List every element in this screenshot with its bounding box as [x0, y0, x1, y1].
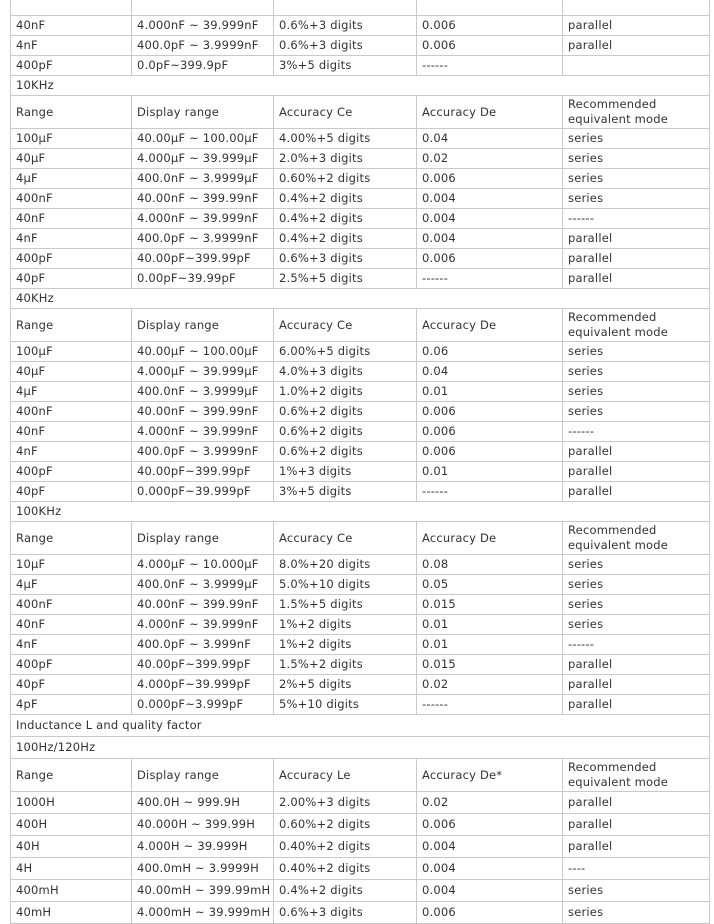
- table-cell: 0.006: [417, 249, 563, 269]
- table-cell: 0.04: [417, 129, 563, 149]
- table-cell: parallel: [563, 792, 710, 814]
- header-cell: Accuracy De*: [417, 759, 563, 792]
- table-cell: ------: [417, 269, 563, 289]
- table-cell: 0.000pF~39.999pF: [132, 482, 274, 502]
- table-cell: 4μF: [11, 382, 132, 402]
- table-cell: 0.6%+3 digits: [274, 36, 417, 56]
- table-cell: series: [563, 129, 710, 149]
- table-cell: series: [563, 880, 710, 902]
- table-row: [11, 482, 710, 502]
- table-cell: 400.0mH ~ 3.9999H: [132, 858, 274, 880]
- table-cell: 5%+10 digits: [274, 695, 417, 715]
- table-cell: parallel: [563, 655, 710, 675]
- table-cell: 400pF: [11, 462, 132, 482]
- table-cell: parallel: [563, 695, 710, 715]
- table-cell: 4pF: [11, 695, 132, 715]
- table-cell: series: [563, 555, 710, 575]
- table-cell: 2.0%+3 digits: [274, 149, 417, 169]
- section-title: Inductance L and quality factor: [11, 715, 710, 737]
- table-cell: 400nF: [11, 595, 132, 615]
- header-cell: Recommended equivalent mode: [563, 522, 710, 555]
- table-cell: 1%+3 digits: [274, 462, 417, 482]
- table-cell: 0.006: [417, 16, 563, 36]
- table-cell: 0.004: [417, 858, 563, 880]
- table-cell: 4.000μF ~ 39.999μF: [132, 149, 274, 169]
- table-cell: 0.004: [417, 229, 563, 249]
- table-row: [11, 462, 710, 482]
- table-cell: 0.6%+2 digits: [274, 422, 417, 442]
- table-row: [11, 575, 710, 595]
- table-cell: 40mH: [11, 902, 132, 924]
- table-cell: 4μF: [11, 169, 132, 189]
- table-cell: 40.00nF ~ 399.99nF: [132, 189, 274, 209]
- table-cell: 4nF: [11, 442, 132, 462]
- table-cell: 40μF: [11, 362, 132, 382]
- table-cell: 0.4%+2 digits: [274, 229, 417, 249]
- header-cell: Range: [11, 96, 132, 129]
- table-cell: 0.6%+3 digits: [274, 902, 417, 924]
- table-cell: 40μF: [11, 149, 132, 169]
- table-cell: 40pF: [11, 269, 132, 289]
- table-cell: 0.004: [417, 189, 563, 209]
- table-cell: 1%+2 digits: [274, 635, 417, 655]
- table-cell: 0.02: [417, 675, 563, 695]
- table-cell: 0.004: [417, 209, 563, 229]
- table-cell: 0.006: [417, 902, 563, 924]
- table-cell: series: [563, 402, 710, 422]
- table-cell: 400pF: [11, 56, 132, 76]
- table-cell: 40nF: [11, 615, 132, 635]
- table-cell: parallel: [563, 229, 710, 249]
- table-cell: 40nF: [11, 422, 132, 442]
- table-cell: 40pF: [11, 675, 132, 695]
- header-cell: Accuracy Le: [274, 759, 417, 792]
- table-cell: 0.6%+2 digits: [274, 402, 417, 422]
- table-cell: 400H: [11, 814, 132, 836]
- table-cell: 0.006: [417, 169, 563, 189]
- table-row: [11, 880, 710, 902]
- spec-table-body: [11, 0, 710, 924]
- table-cell: [132, 0, 274, 16]
- table-cell: 1.5%+5 digits: [274, 595, 417, 615]
- table-cell: 0.006: [417, 402, 563, 422]
- table-cell: 400.0nF ~ 3.9999μF: [132, 169, 274, 189]
- table-cell: [563, 0, 710, 16]
- table-cell: 1.5%+2 digits: [274, 655, 417, 675]
- table-cell: 400mH: [11, 880, 132, 902]
- table-cell: 0.000pF~3.999pF: [132, 695, 274, 715]
- header-cell: Display range: [132, 96, 274, 129]
- table-cell: 4.000nF ~ 39.999nF: [132, 16, 274, 36]
- header-row: [11, 522, 710, 555]
- header-cell: Display range: [132, 522, 274, 555]
- table-cell: parallel: [563, 814, 710, 836]
- table-row: [11, 442, 710, 462]
- table-cell: 40H: [11, 836, 132, 858]
- table-row: [11, 555, 710, 575]
- table-cell: 40.00pF~399.99pF: [132, 249, 274, 269]
- table-cell: 0.01: [417, 615, 563, 635]
- table-row: [11, 129, 710, 149]
- table-cell: 400.0pF ~ 3.9999nF: [132, 229, 274, 249]
- table-cell: 100μF: [11, 342, 132, 362]
- table-cell: [563, 56, 710, 76]
- table-cell: ------: [417, 482, 563, 502]
- table-row: [11, 695, 710, 715]
- header-cell: Accuracy Ce: [274, 522, 417, 555]
- table-row: [11, 16, 710, 36]
- table-cell: parallel: [563, 482, 710, 502]
- table-cell: 0.08: [417, 555, 563, 575]
- frequency-title-row: [11, 289, 710, 309]
- table-cell: parallel: [563, 836, 710, 858]
- table-cell: [274, 0, 417, 16]
- table-cell: parallel: [563, 269, 710, 289]
- table-cell: series: [563, 595, 710, 615]
- table-cell: 0.004: [417, 880, 563, 902]
- table-cell: 400nF: [11, 189, 132, 209]
- frequency-title-row: [11, 502, 710, 522]
- table-cell: 0.06: [417, 342, 563, 362]
- header-cell: Accuracy Ce: [274, 96, 417, 129]
- table-cell: 2%+5 digits: [274, 675, 417, 695]
- header-cell: Recommended equivalent mode: [563, 759, 710, 792]
- frequency-title-row: [11, 737, 710, 759]
- table-cell: 400.0nF ~ 3.9999μF: [132, 575, 274, 595]
- table-cell: 40.00pF~399.99pF: [132, 462, 274, 482]
- header-cell: Accuracy De: [417, 522, 563, 555]
- header-cell: Accuracy De: [417, 309, 563, 342]
- table-row: [11, 249, 710, 269]
- header-row: [11, 759, 710, 792]
- table-cell: 3%+5 digits: [274, 482, 417, 502]
- table-cell: 1%+2 digits: [274, 615, 417, 635]
- table-cell: 0.006: [417, 442, 563, 462]
- table-cell: 0.4%+2 digits: [274, 209, 417, 229]
- table-cell: 0.01: [417, 635, 563, 655]
- header-cell: Recommended equivalent mode: [563, 96, 710, 129]
- table-row: [11, 149, 710, 169]
- table-row: [11, 814, 710, 836]
- table-row: [11, 635, 710, 655]
- table-cell: 0.006: [417, 814, 563, 836]
- table-cell: ------: [563, 209, 710, 229]
- table-cell: 0.6%+3 digits: [274, 16, 417, 36]
- table-cell: parallel: [563, 675, 710, 695]
- table-cell: 0.6%+3 digits: [274, 249, 417, 269]
- table-row: [11, 858, 710, 880]
- table-cell: 4.000nF ~ 39.999nF: [132, 422, 274, 442]
- table-cell: 5.0%+10 digits: [274, 575, 417, 595]
- table-row: [11, 382, 710, 402]
- table-cell: 2.5%+5 digits: [274, 269, 417, 289]
- table-cell: 400.0pF ~ 3.9999nF: [132, 36, 274, 56]
- table-row: [11, 342, 710, 362]
- table-cell: 8.0%+20 digits: [274, 555, 417, 575]
- table-cell: 40nF: [11, 16, 132, 36]
- table-cell: series: [563, 342, 710, 362]
- table-cell: 0.01: [417, 462, 563, 482]
- table-cell: ----: [563, 858, 710, 880]
- table-row: [11, 595, 710, 615]
- table-cell: 4nF: [11, 36, 132, 56]
- frequency-title: 100KHz: [11, 502, 710, 522]
- table-row: [11, 209, 710, 229]
- table-cell: ------: [417, 695, 563, 715]
- table-cell: 2.00%+3 digits: [274, 792, 417, 814]
- table-cell: 0.04: [417, 362, 563, 382]
- table-cell: 4μF: [11, 575, 132, 595]
- table-cell: 0.02: [417, 792, 563, 814]
- table-cell: 4.000nF ~ 39.999nF: [132, 209, 274, 229]
- table-cell: series: [563, 382, 710, 402]
- table-cell: 4.000H ~ 39.999H: [132, 836, 274, 858]
- table-cell: 0.01: [417, 382, 563, 402]
- table-cell: 40.00nF ~ 399.99nF: [132, 402, 274, 422]
- table-row: [11, 836, 710, 858]
- table-cell: 400nF: [11, 402, 132, 422]
- section-row: [11, 715, 710, 737]
- table-row: [11, 655, 710, 675]
- table-cell: 400.0H ~ 999.9H: [132, 792, 274, 814]
- table-cell: 0.00pF~39.99pF: [132, 269, 274, 289]
- table-row: [11, 422, 710, 442]
- table-cell: 4H: [11, 858, 132, 880]
- table-cell: ------: [417, 56, 563, 76]
- table-cell: series: [563, 902, 710, 924]
- header-cell: Accuracy Ce: [274, 309, 417, 342]
- table-cell: 4nF: [11, 229, 132, 249]
- table-cell: series: [563, 149, 710, 169]
- table-cell: 40pF: [11, 482, 132, 502]
- table-cell: 40.00mH ~ 399.99mH: [132, 880, 274, 902]
- table-cell: 400pF: [11, 249, 132, 269]
- table-row: [11, 189, 710, 209]
- table-cell: 100μF: [11, 129, 132, 149]
- table-cell: 40nF: [11, 209, 132, 229]
- header-cell: Display range: [132, 309, 274, 342]
- table-cell: 0.40%+2 digits: [274, 836, 417, 858]
- table-cell: 0.02: [417, 149, 563, 169]
- table-cell: 0.004: [417, 836, 563, 858]
- table-cell: parallel: [563, 16, 710, 36]
- table-cell: 400pF: [11, 655, 132, 675]
- table-cell: 400.0nF ~ 3.9999μF: [132, 382, 274, 402]
- table-row: [11, 169, 710, 189]
- header-row: [11, 309, 710, 342]
- header-cell: Range: [11, 522, 132, 555]
- table-cell: parallel: [563, 462, 710, 482]
- table-cell: 1.0%+2 digits: [274, 382, 417, 402]
- table-cell: 400.0pF ~ 3.9999nF: [132, 442, 274, 462]
- table-row: [11, 615, 710, 635]
- table-cell: parallel: [563, 442, 710, 462]
- table-cell: 4nF: [11, 635, 132, 655]
- table-cell: 4.000μF ~ 10.000μF: [132, 555, 274, 575]
- header-cell: Range: [11, 759, 132, 792]
- table-cell: 6.00%+5 digits: [274, 342, 417, 362]
- table-cell: 0.4%+2 digits: [274, 880, 417, 902]
- table-cell: 40.000H ~ 399.99H: [132, 814, 274, 836]
- table-cell: 0.60%+2 digits: [274, 169, 417, 189]
- table-cell: ------: [563, 635, 710, 655]
- table-row: [11, 269, 710, 289]
- header-cell: Range: [11, 309, 132, 342]
- table-cell: 4.000pF~39.999pF: [132, 675, 274, 695]
- table-cell: 40.00μF ~ 100.00μF: [132, 129, 274, 149]
- table-cell: series: [563, 189, 710, 209]
- table-cell: 0.60%+2 digits: [274, 814, 417, 836]
- table-cell: 0.015: [417, 655, 563, 675]
- frequency-title-row: [11, 76, 710, 96]
- header-row: [11, 96, 710, 129]
- table-cell: parallel: [563, 249, 710, 269]
- table-cell: 0.015: [417, 595, 563, 615]
- frequency-title: 100Hz/120Hz: [11, 737, 710, 759]
- table-cell: 40.00μF ~ 100.00μF: [132, 342, 274, 362]
- spec-table: [10, 0, 710, 924]
- table-cell: series: [563, 575, 710, 595]
- table-row: [11, 229, 710, 249]
- frequency-title: 40KHz: [11, 289, 710, 309]
- table-row: [11, 0, 710, 16]
- table-cell: 0.006: [417, 422, 563, 442]
- table-cell: ------: [563, 422, 710, 442]
- table-row: [11, 402, 710, 422]
- table-cell: 0.40%+2 digits: [274, 858, 417, 880]
- table-cell: 10μF: [11, 555, 132, 575]
- table-row: [11, 675, 710, 695]
- table-cell: series: [563, 362, 710, 382]
- table-cell: 4.00%+5 digits: [274, 129, 417, 149]
- table-cell: 40.00nF ~ 399.99nF: [132, 595, 274, 615]
- table-row: [11, 56, 710, 76]
- table-cell: 0.0pF~399.9pF: [132, 56, 274, 76]
- table-cell: 4.000mH ~ 39.999mH: [132, 902, 274, 924]
- table-cell: 40.00pF~399.99pF: [132, 655, 274, 675]
- table-row: [11, 362, 710, 382]
- table-cell: parallel: [563, 36, 710, 56]
- table-cell: 3%+5 digits: [274, 56, 417, 76]
- table-cell: [11, 0, 132, 16]
- table-cell: 4.000μF ~ 39.999μF: [132, 362, 274, 382]
- table-cell: 4.0%+3 digits: [274, 362, 417, 382]
- header-cell: Accuracy De: [417, 96, 563, 129]
- table-cell: [417, 0, 563, 16]
- table-row: [11, 36, 710, 56]
- table-cell: 4.000nF ~ 39.999nF: [132, 615, 274, 635]
- table-cell: 1000H: [11, 792, 132, 814]
- table-cell: 0.6%+2 digits: [274, 442, 417, 462]
- table-row: [11, 792, 710, 814]
- table-cell: 0.006: [417, 36, 563, 56]
- table-cell: series: [563, 169, 710, 189]
- table-cell: 0.05: [417, 575, 563, 595]
- table-cell: series: [563, 615, 710, 635]
- header-cell: Recommended equivalent mode: [563, 309, 710, 342]
- header-cell: Display range: [132, 759, 274, 792]
- table-cell: 400.0pF ~ 3.999nF: [132, 635, 274, 655]
- table-cell: 0.4%+2 digits: [274, 189, 417, 209]
- frequency-title: 10KHz: [11, 76, 710, 96]
